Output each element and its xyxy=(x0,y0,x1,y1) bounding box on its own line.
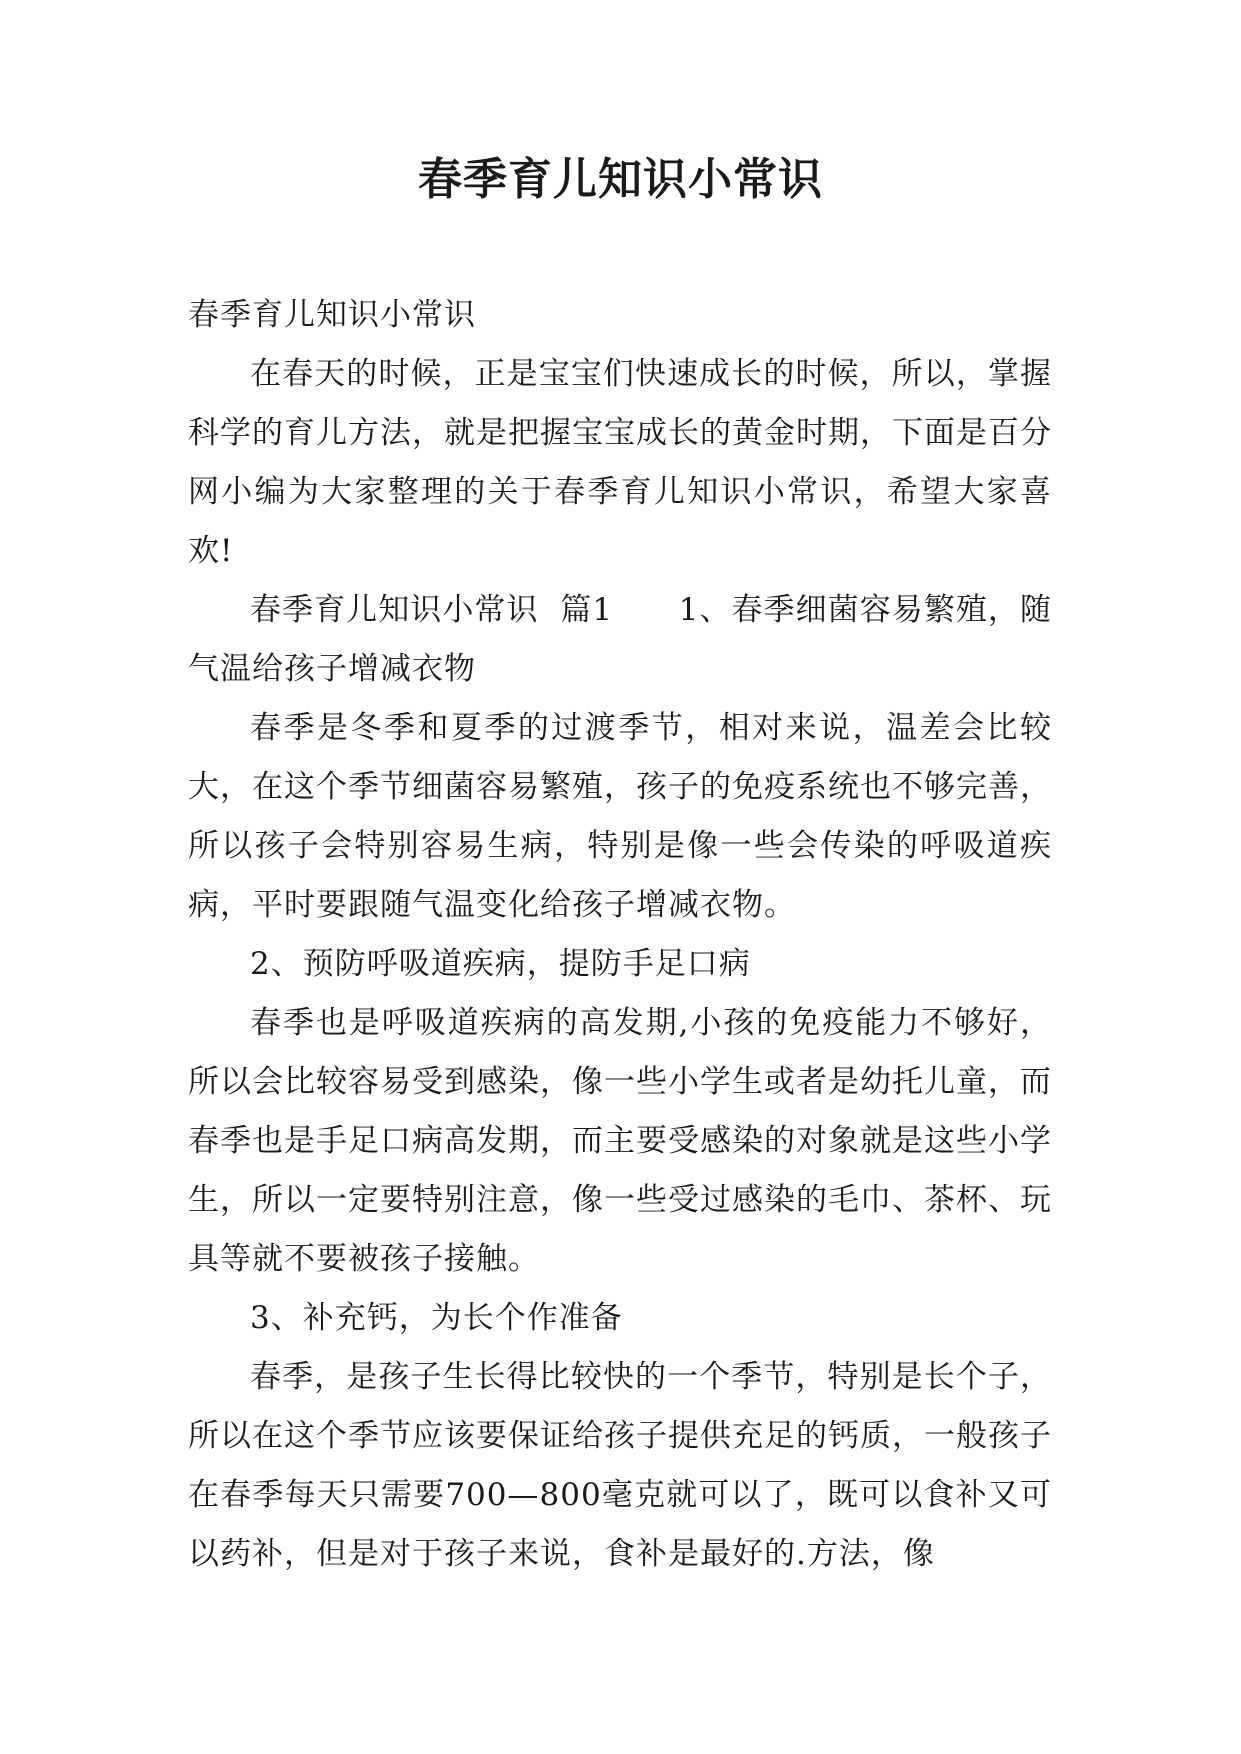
paragraph-section-2-heading: 2、预防呼吸道疾病，提防手足口病 xyxy=(250,946,751,982)
paragraph-section-2-body: 春季也是呼吸道疾病的高发期,小孩的免疫能力不够好，所以会比较容易受到感染，像一些小学生或者是幼托儿童，而春季也是手足口病高发期，而主要受感染的对象就是这些小学生，所以一定要特别注意，像一些受过感染的毛巾、茶杯、玩具等就不要被孩子接触。 xyxy=(188,1005,1052,1277)
paragraph-intro: 在春天的时候，正是宝宝们快速成长的时候，所以，掌握科学的育儿方法，就是把握宝宝成长的黄金时期，下面是百分网小编为大家整理的关于春季育儿知识小常识，希望大家喜欢! xyxy=(188,356,1052,569)
document-title: 春季育儿知识小常识 xyxy=(418,154,823,205)
paragraph-section-1-body: 春季是冬季和夏季的过渡季节，相对来说，温差会比较大，在这个季节细菌容易繁殖，孩子的免疫系统也不够完善，所以孩子会特别容易生病，特别是像一些会传染的呼吸道疾病，平时要跟随气温变化给孩子增减衣物。 xyxy=(188,710,1052,923)
paragraph-heading: 春季育儿知识小常识 xyxy=(188,297,476,333)
document-body xyxy=(188,286,1052,1584)
paragraph-section-3-body: 春季，是孩子生长得比较快的一个季节，特别是长个子，所以在这个季节应该要保证给孩子提供充足的钙质，一般孩子在春季每天只需要700—800毫克就可以了，既可以食补又可以药补，但是对于孩子来说，食补是最好的.方法，像 xyxy=(188,1359,1052,1572)
paragraph-section-1-heading: 春季育儿知识小常识 篇1 1、春季细菌容易繁殖，随气温给孩子增减衣物 xyxy=(188,592,1052,687)
paragraph-section-3-heading: 3、补充钙，为长个作准备 xyxy=(250,1300,623,1336)
